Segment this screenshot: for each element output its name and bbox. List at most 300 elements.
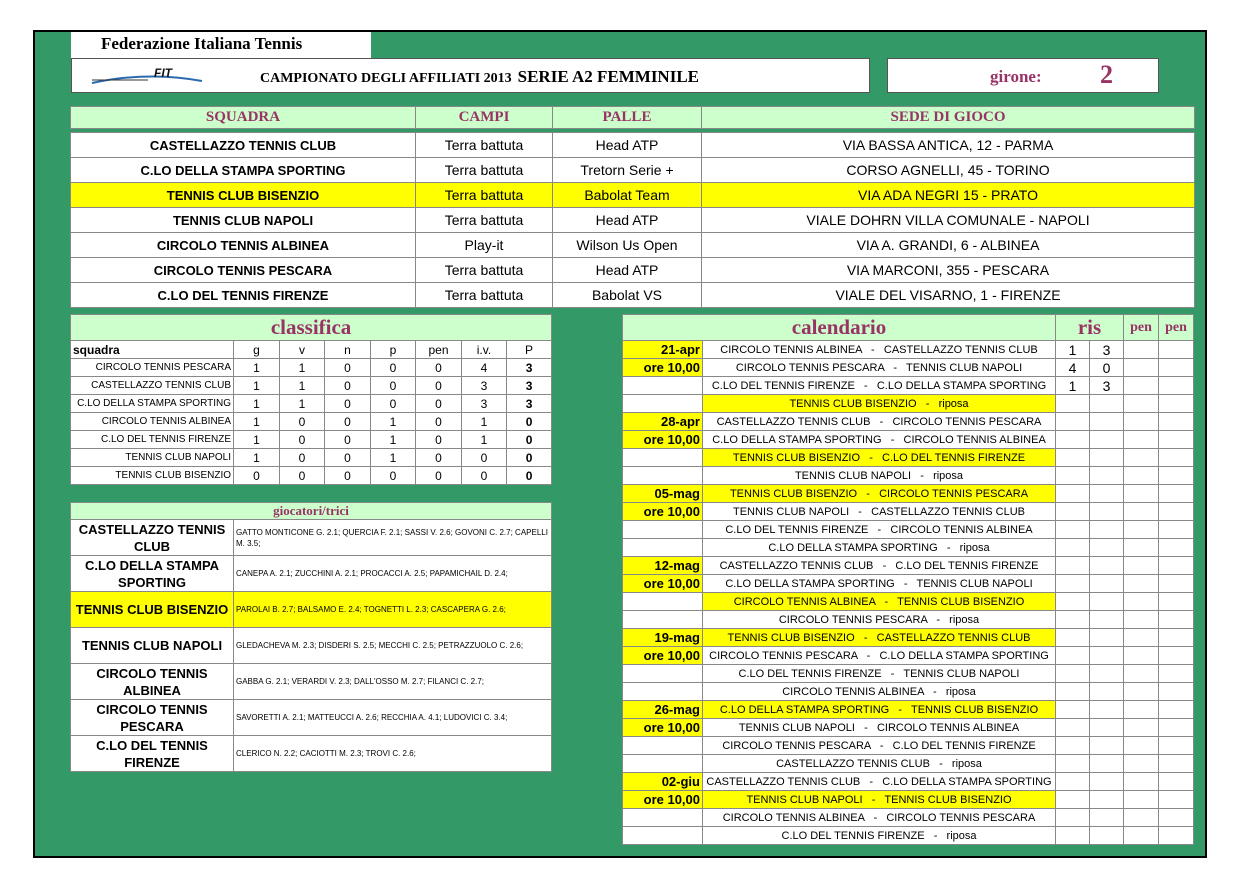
standings-value: 1 <box>234 449 280 467</box>
calendar-pen-cell <box>1124 521 1159 539</box>
calendar-result-away: 0 <box>1090 359 1124 377</box>
calendar-date <box>623 611 703 629</box>
calendar-match: CIRCOLO TENNIS ALBINEA - CIRCOLO TENNIS PESCARA <box>703 809 1056 827</box>
calendar-result-home <box>1056 647 1090 665</box>
calendar-result-home <box>1056 575 1090 593</box>
standings-row <box>71 467 552 485</box>
standings-team: C.LO DEL TENNIS FIRENZE <box>71 431 234 449</box>
standings-value: 1 <box>462 431 507 449</box>
standings-row <box>71 359 552 377</box>
teams-table <box>70 106 1195 308</box>
calendar-date: ore 10,00 <box>623 647 703 665</box>
calendar-pen-cell <box>1159 701 1194 719</box>
calendar-date <box>623 665 703 683</box>
calendar-result-away <box>1090 395 1124 413</box>
calendar-match: TENNIS CLUB NAPOLI - TENNIS CLUB BISENZIO <box>703 791 1056 809</box>
team-campi: Terra battuta <box>416 183 553 208</box>
players-list: GABBA G. 2.1; VERARDI V. 2.3; DALL'OSSO M. 2.7; FILANCI C. 2.7; <box>234 664 552 700</box>
calendar-result-home <box>1056 665 1090 683</box>
calendar-result-away <box>1090 413 1124 431</box>
calendar-body <box>623 341 1194 845</box>
calendar-result-away <box>1090 449 1124 467</box>
calendar-result-home <box>1056 521 1090 539</box>
calendar-date: 02-giu <box>623 773 703 791</box>
team-name: C.LO DEL TENNIS FIRENZE <box>71 283 416 308</box>
calendar-row <box>623 719 1194 737</box>
calendar-date <box>623 827 703 845</box>
team-palle: Head ATP <box>553 208 702 233</box>
players-row <box>71 736 552 772</box>
calendar-match: CIRCOLO TENNIS PESCARA - TENNIS CLUB NAPOLI <box>703 359 1056 377</box>
calendar-pen-label-2: pen <box>1159 315 1194 341</box>
calendar-match: TENNIS CLUB BISENZIO - CASTELLAZZO TENNIS CLUB <box>703 629 1056 647</box>
standings-value: 1 <box>234 395 280 413</box>
calendar-row <box>623 449 1194 467</box>
calendar-row <box>623 413 1194 431</box>
team-sede: VIA BASSA ANTICA, 12 - PARMA <box>702 133 1195 158</box>
players-row <box>71 520 552 556</box>
calendar-result-home <box>1056 557 1090 575</box>
team-name: TENNIS CLUB NAPOLI <box>71 208 416 233</box>
teams-body <box>71 133 1195 308</box>
standings-value: 0 <box>234 467 280 485</box>
championship-name: CAMPIONATO DEGLI AFFILIATI 2013 <box>260 71 512 86</box>
calendar-pen-cell <box>1159 629 1194 647</box>
girone-label: girone: <box>990 67 1042 86</box>
standings-value: 0 <box>416 359 462 377</box>
girone-box <box>887 58 1159 93</box>
standings-value: 0 <box>371 395 416 413</box>
calendar-row <box>623 755 1194 773</box>
calendar-result-away <box>1090 575 1124 593</box>
calendar-pen-cell <box>1124 449 1159 467</box>
calendar-match: C.LO DELLA STAMPA SPORTING - TENNIS CLUB NAPOLI <box>703 575 1056 593</box>
standings-value: 0 <box>462 449 507 467</box>
standings-value: 0 <box>325 449 371 467</box>
calendar-match: CIRCOLO TENNIS ALBINEA - riposa <box>703 683 1056 701</box>
calendar-result-away <box>1090 593 1124 611</box>
calendar-pen-cell <box>1159 413 1194 431</box>
calendar-match: CASTELLAZZO TENNIS CLUB - CIRCOLO TENNIS PESCARA <box>703 413 1056 431</box>
standings-value: 0 <box>462 467 507 485</box>
calendar-pen-cell <box>1159 449 1194 467</box>
calendar-row <box>623 737 1194 755</box>
calendar-result-away <box>1090 665 1124 683</box>
standings-value: 1 <box>371 413 416 431</box>
calendar-date: ore 10,00 <box>623 791 703 809</box>
calendar-row <box>623 683 1194 701</box>
standings-value: 0 <box>416 395 462 413</box>
calendar-match: CASTELLAZZO TENNIS CLUB - C.LO DELLA STAMPA SPORTING <box>703 773 1056 791</box>
calendar-row <box>623 665 1194 683</box>
calendar-result-home <box>1056 593 1090 611</box>
players-row <box>71 664 552 700</box>
calendar-pen-cell <box>1159 503 1194 521</box>
calendar-result-home <box>1056 503 1090 521</box>
team-campi: Terra battuta <box>416 133 553 158</box>
calendar-date <box>623 755 703 773</box>
standings-value: 1 <box>234 359 280 377</box>
calendar-row <box>623 539 1194 557</box>
calendar-pen-cell <box>1159 683 1194 701</box>
calendar-pen-cell <box>1124 737 1159 755</box>
standings-team: CASTELLAZZO TENNIS CLUB <box>71 377 234 395</box>
federation-title: Federazione Italiana Tennis <box>101 34 303 53</box>
calendar-pen-cell <box>1159 611 1194 629</box>
calendar-match: CIRCOLO TENNIS PESCARA - C.LO DEL TENNIS FIRENZE <box>703 737 1056 755</box>
standings-value: 0 <box>416 431 462 449</box>
calendar-pen-cell <box>1124 593 1159 611</box>
team-sede: CORSO AGNELLI, 45 - TORINO <box>702 158 1195 183</box>
players-table <box>70 502 552 772</box>
calendar-table <box>622 314 1194 845</box>
standings-row <box>71 395 552 413</box>
players-team: C.LO DELLA STAMPA SPORTING <box>71 556 234 592</box>
calendar-pen-cell <box>1159 719 1194 737</box>
standings-team: CIRCOLO TENNIS PESCARA <box>71 359 234 377</box>
team-row <box>71 208 1195 233</box>
team-palle: Babolat VS <box>553 283 702 308</box>
calendar-match: C.LO DELLA STAMPA SPORTING - TENNIS CLUB BISENZIO <box>703 701 1056 719</box>
standings-value: 3 <box>507 359 552 377</box>
standings-value: 0 <box>325 395 371 413</box>
calendar-date <box>623 737 703 755</box>
calendar-pen-cell <box>1124 503 1159 521</box>
standings-header-iv: i.v. <box>462 341 507 359</box>
calendar-match: C.LO DEL TENNIS FIRENZE - riposa <box>703 827 1056 845</box>
calendar-result-away <box>1090 503 1124 521</box>
calendar-match: CASTELLAZZO TENNIS CLUB - C.LO DEL TENNIS FIRENZE <box>703 557 1056 575</box>
calendar-pen-cell <box>1124 773 1159 791</box>
calendar-pen-cell <box>1159 485 1194 503</box>
calendar-result-away <box>1090 629 1124 647</box>
teams-header-squadra: SQUADRA <box>71 107 416 129</box>
standings-header-p: p <box>371 341 416 359</box>
team-row <box>71 258 1195 283</box>
players-team: CIRCOLO TENNIS PESCARA <box>71 700 234 736</box>
calendar-pen-cell <box>1159 341 1194 359</box>
calendar-match: CIRCOLO TENNIS ALBINEA - CASTELLAZZO TENNIS CLUB <box>703 341 1056 359</box>
calendar-pen-cell <box>1159 827 1194 845</box>
calendar-date <box>623 521 703 539</box>
team-row <box>71 283 1195 308</box>
team-sede: VIALE DEL VISARNO, 1 - FIRENZE <box>702 283 1195 308</box>
calendar-match: C.LO DELLA STAMPA SPORTING - CIRCOLO TENNIS ALBINEA <box>703 431 1056 449</box>
players-row <box>71 628 552 664</box>
calendar-date: 12-mag <box>623 557 703 575</box>
players-body <box>71 520 552 772</box>
calendar-row <box>623 521 1194 539</box>
calendar-result-home <box>1056 755 1090 773</box>
team-campi: Play-it <box>416 233 553 258</box>
standings-value: 4 <box>462 359 507 377</box>
calendar-pen-cell <box>1124 413 1159 431</box>
teams-header-campi: CAMPI <box>416 107 553 129</box>
team-sede: VIALE DOHRN VILLA COMUNALE - NAPOLI <box>702 208 1195 233</box>
teams-header-row <box>71 107 1195 129</box>
calendar-pen-cell <box>1124 575 1159 593</box>
calendar-result-away <box>1090 791 1124 809</box>
standings-value: 1 <box>280 395 325 413</box>
calendar-row <box>623 557 1194 575</box>
standings-header-squadra: squadra <box>71 341 234 359</box>
standings-value: 0 <box>325 359 371 377</box>
calendar-result-away <box>1090 431 1124 449</box>
calendar-row <box>623 395 1194 413</box>
girone-value: 2 <box>1100 60 1113 89</box>
standings-value: 0 <box>507 431 552 449</box>
standings-header-v: v <box>280 341 325 359</box>
team-campi: Terra battuta <box>416 258 553 283</box>
players-team: TENNIS CLUB NAPOLI <box>71 628 234 664</box>
standings-header-row <box>71 341 552 359</box>
calendar-row <box>623 647 1194 665</box>
calendar-row <box>623 809 1194 827</box>
standings-value: 3 <box>462 377 507 395</box>
team-row <box>71 133 1195 158</box>
calendar-pen-cell <box>1159 557 1194 575</box>
players-team: CASTELLAZZO TENNIS CLUB <box>71 520 234 556</box>
calendar-match: TENNIS CLUB NAPOLI - CASTELLAZZO TENNIS CLUB <box>703 503 1056 521</box>
teams-header-sede: SEDE DI GIOCO <box>702 107 1195 129</box>
series-name: SERIE A2 FEMMINILE <box>517 67 700 86</box>
team-name: CIRCOLO TENNIS PESCARA <box>71 258 416 283</box>
players-list: CANEPA A. 2.1; ZUCCHINI A. 2.1; PROCACCI A. 2.5; PAPAMICHAIL D. 2.4; <box>234 556 552 592</box>
calendar-date <box>623 593 703 611</box>
calendar-pen-label-1: pen <box>1124 315 1159 341</box>
calendar-pen-cell <box>1159 359 1194 377</box>
standings-value: 1 <box>280 377 325 395</box>
players-list: GLEDACHEVA M. 2.3; DISDERI S. 2.5; MECCHI C. 2.5; PETRAZZUOLO C. 2.6; <box>234 628 552 664</box>
standings-row <box>71 449 552 467</box>
calendar-result-home <box>1056 719 1090 737</box>
calendar-pen-cell <box>1124 611 1159 629</box>
calendar-pen-cell <box>1159 395 1194 413</box>
calendar-ris-label: ris <box>1056 315 1124 341</box>
team-palle: Head ATP <box>553 133 702 158</box>
team-name: CIRCOLO TENNIS ALBINEA <box>71 233 416 258</box>
calendar-result-away <box>1090 539 1124 557</box>
calendar-match: C.LO DEL TENNIS FIRENZE - TENNIS CLUB NAPOLI <box>703 665 1056 683</box>
team-campi: Terra battuta <box>416 208 553 233</box>
calendar-pen-cell <box>1159 431 1194 449</box>
calendar-header-row <box>623 315 1194 341</box>
standings-row <box>71 431 552 449</box>
standings-value: 1 <box>234 413 280 431</box>
calendar-pen-cell <box>1159 755 1194 773</box>
calendar-result-home <box>1056 791 1090 809</box>
calendar-match: TENNIS CLUB NAPOLI - CIRCOLO TENNIS ALBINEA <box>703 719 1056 737</box>
calendar-row <box>623 701 1194 719</box>
team-sede: VIA MARCONI, 355 - PESCARA <box>702 258 1195 283</box>
standings-value: 0 <box>416 449 462 467</box>
calendar-match: CIRCOLO TENNIS PESCARA - riposa <box>703 611 1056 629</box>
standings-value: 0 <box>416 413 462 431</box>
calendar-row <box>623 503 1194 521</box>
calendar-pen-cell <box>1124 791 1159 809</box>
calendar-row <box>623 575 1194 593</box>
calendar-result-home <box>1056 701 1090 719</box>
calendar-result-home <box>1056 449 1090 467</box>
calendar-result-away: 3 <box>1090 341 1124 359</box>
calendar-row <box>623 629 1194 647</box>
standings-value: 0 <box>280 467 325 485</box>
calendar-match: C.LO DEL TENNIS FIRENZE - C.LO DELLA STAMPA SPORTING <box>703 377 1056 395</box>
standings-header-points: P <box>507 341 552 359</box>
calendar-pen-cell <box>1124 665 1159 683</box>
team-sede: VIA A. GRANDI, 6 - ALBINEA <box>702 233 1195 258</box>
calendar-row <box>623 377 1194 395</box>
team-sede: VIA ADA NEGRI 15 - PRATO <box>702 183 1195 208</box>
calendar-result-away <box>1090 557 1124 575</box>
calendar-pen-cell <box>1124 431 1159 449</box>
team-palle: Tretorn Serie + <box>553 158 702 183</box>
calendar-pen-cell <box>1124 467 1159 485</box>
calendar-result-away: 3 <box>1090 377 1124 395</box>
calendar-pen-cell <box>1159 737 1194 755</box>
calendar-pen-cell <box>1124 755 1159 773</box>
calendar-result-home <box>1056 827 1090 845</box>
standings-value: 1 <box>371 449 416 467</box>
calendar-result-home: 1 <box>1056 341 1090 359</box>
standings-value: 0 <box>325 467 371 485</box>
players-row <box>71 700 552 736</box>
standings-value: 3 <box>507 395 552 413</box>
standings-value: 0 <box>325 431 371 449</box>
calendar-match: C.LO DEL TENNIS FIRENZE - CIRCOLO TENNIS ALBINEA <box>703 521 1056 539</box>
calendar-date: 19-mag <box>623 629 703 647</box>
calendar-result-away <box>1090 683 1124 701</box>
calendar-date: 05-mag <box>623 485 703 503</box>
players-team: C.LO DEL TENNIS FIRENZE <box>71 736 234 772</box>
standings-value: 1 <box>234 377 280 395</box>
calendar-result-home <box>1056 809 1090 827</box>
calendar-row <box>623 341 1194 359</box>
calendar-match: TENNIS CLUB BISENZIO - riposa <box>703 395 1056 413</box>
calendar-pen-cell <box>1124 485 1159 503</box>
calendar-result-away <box>1090 485 1124 503</box>
standings-team: TENNIS CLUB BISENZIO <box>71 467 234 485</box>
standings-value: 0 <box>371 467 416 485</box>
calendar-result-home <box>1056 737 1090 755</box>
calendar-date: 28-apr <box>623 413 703 431</box>
calendar-pen-cell <box>1159 773 1194 791</box>
standings-table <box>70 314 552 485</box>
calendar-row <box>623 827 1194 845</box>
teams-header-palle: PALLE <box>553 107 702 129</box>
calendar-date <box>623 683 703 701</box>
team-name: TENNIS CLUB BISENZIO <box>71 183 416 208</box>
standings-value: 0 <box>280 413 325 431</box>
calendar-pen-cell <box>1124 539 1159 557</box>
calendar-date: 21-apr <box>623 341 703 359</box>
team-palle: Babolat Team <box>553 183 702 208</box>
calendar-match: TENNIS CLUB NAPOLI - riposa <box>703 467 1056 485</box>
calendar-result-away <box>1090 467 1124 485</box>
standings-value: 1 <box>462 413 507 431</box>
fit-logo <box>88 63 206 87</box>
calendar-date <box>623 467 703 485</box>
calendar-pen-cell <box>1159 647 1194 665</box>
team-row <box>71 158 1195 183</box>
standings-team: TENNIS CLUB NAPOLI <box>71 449 234 467</box>
standings-value: 0 <box>507 449 552 467</box>
calendar-pen-cell <box>1124 719 1159 737</box>
calendar-pen-cell <box>1159 539 1194 557</box>
calendar-date: ore 10,00 <box>623 503 703 521</box>
calendar-pen-cell <box>1159 791 1194 809</box>
team-row <box>71 233 1195 258</box>
calendar-row <box>623 791 1194 809</box>
calendar-match: TENNIS CLUB BISENZIO - CIRCOLO TENNIS PESCARA <box>703 485 1056 503</box>
calendar-pen-cell <box>1124 359 1159 377</box>
team-name: C.LO DELLA STAMPA SPORTING <box>71 158 416 183</box>
calendar-match: CIRCOLO TENNIS PESCARA - C.LO DELLA STAMPA SPORTING <box>703 647 1056 665</box>
calendar-date <box>623 539 703 557</box>
calendar-result-home <box>1056 773 1090 791</box>
standings-value: 0 <box>325 413 371 431</box>
calendar-pen-cell <box>1159 521 1194 539</box>
calendar-result-home <box>1056 683 1090 701</box>
calendar-date: ore 10,00 <box>623 431 703 449</box>
team-campi: Terra battuta <box>416 158 553 183</box>
standings-row <box>71 413 552 431</box>
players-list: GATTO MONTICONE G. 2.1; QUERCIA F. 2.1; SASSI V. 2.6; GOVONI C. 2.7; CAPELLI M. 3.5; <box>234 520 552 556</box>
calendar-result-away <box>1090 647 1124 665</box>
standings-value: 0 <box>416 467 462 485</box>
calendar-date <box>623 377 703 395</box>
calendar-pen-cell <box>1124 701 1159 719</box>
players-list: CLERICO N. 2.2; CACIOTTI M. 2.3; TROVI C. 2.6; <box>234 736 552 772</box>
calendar-row <box>623 593 1194 611</box>
federation-header <box>71 32 371 58</box>
calendar-result-home <box>1056 431 1090 449</box>
standings-header-g: g <box>234 341 280 359</box>
calendar-result-home <box>1056 611 1090 629</box>
calendar-result-away <box>1090 737 1124 755</box>
calendar-row <box>623 467 1194 485</box>
calendar-pen-cell <box>1124 647 1159 665</box>
calendar-date: ore 10,00 <box>623 359 703 377</box>
calendar-pen-cell <box>1159 809 1194 827</box>
calendar-pen-cell <box>1159 467 1194 485</box>
spreadsheet-sheet <box>33 30 1207 858</box>
calendar-match: CIRCOLO TENNIS ALBINEA - TENNIS CLUB BISENZIO <box>703 593 1056 611</box>
standings-value: 0 <box>507 413 552 431</box>
calendar-result-away <box>1090 827 1124 845</box>
players-title: giocatori/trici <box>71 503 552 520</box>
players-team: CIRCOLO TENNIS ALBINEA <box>71 664 234 700</box>
players-list: PAROLAI B. 2.7; BALSAMO E. 2.4; TOGNETTI L. 2.3; CASCAPERA G. 2.6; <box>234 592 552 628</box>
calendar-result-home <box>1056 539 1090 557</box>
championship-title-box <box>71 58 870 93</box>
calendar-pen-cell <box>1159 575 1194 593</box>
team-campi: Terra battuta <box>416 283 553 308</box>
calendar-pen-cell <box>1124 683 1159 701</box>
calendar-result-away <box>1090 701 1124 719</box>
standings-team: CIRCOLO TENNIS ALBINEA <box>71 413 234 431</box>
standings-row <box>71 377 552 395</box>
calendar-pen-cell <box>1124 809 1159 827</box>
calendar-result-home <box>1056 485 1090 503</box>
calendar-date: ore 10,00 <box>623 575 703 593</box>
calendar-row <box>623 431 1194 449</box>
calendar-result-home <box>1056 629 1090 647</box>
calendar-row <box>623 485 1194 503</box>
calendar-result-home <box>1056 395 1090 413</box>
calendar-title: calendario <box>623 315 1056 341</box>
standings-value: 0 <box>371 359 416 377</box>
